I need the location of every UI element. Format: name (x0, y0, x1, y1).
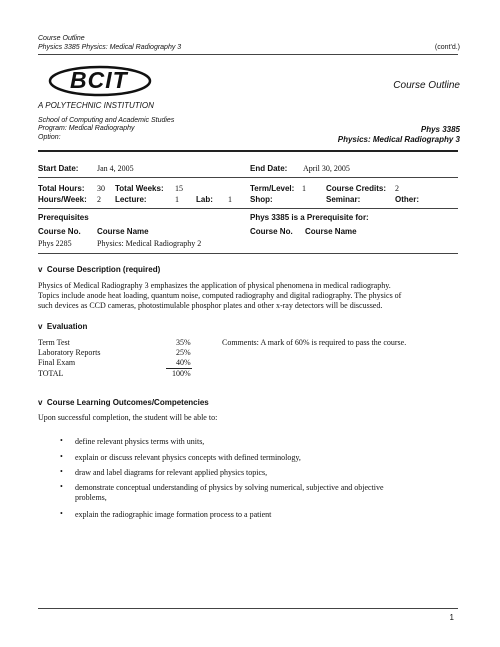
prereq-course-no: Phys 2285 (38, 239, 72, 248)
title-rule (38, 150, 458, 152)
outcome-item: draw and label diagrams for relevant applied physics topics, (75, 468, 268, 477)
chevron-down-icon: v (38, 398, 43, 407)
info-rule-1 (38, 177, 458, 178)
lab-value: 1 (228, 195, 232, 204)
eval-item: Term Test (38, 338, 70, 347)
start-date-label: Start Date: (38, 164, 79, 173)
program-name: Program: Medical Radiography (38, 125, 135, 132)
hours-week-label: Hours/Week: (38, 195, 87, 204)
credits-value: 2 (395, 184, 399, 193)
term-value: 1 (302, 184, 306, 193)
prereq-for-col-name: Course Name (305, 227, 357, 236)
outcome-item-continued: problems, (75, 493, 107, 502)
end-date-value: April 30, 2005 (303, 164, 350, 173)
total-weeks-label: Total Weeks: (115, 184, 164, 193)
header-course-line: Physics 3385 Physics: Medical Radiography 3 (38, 44, 182, 51)
header-cont: (cont'd.) (434, 44, 460, 51)
total-weeks-value: 15 (175, 184, 183, 193)
shop-label: Shop: (250, 195, 273, 204)
lecture-label: Lecture: (115, 195, 147, 204)
page-number: 1 (449, 613, 454, 622)
header-rule (38, 54, 458, 55)
seminar-label: Seminar: (326, 195, 361, 204)
end-date-label: End Date: (250, 164, 288, 173)
footer-rule (38, 608, 458, 609)
eval-item: TOTAL (38, 369, 64, 378)
description-line-2: Topics include anode heat loading, quantum noise, computed radiography and digital radiography. The physics of (38, 291, 402, 300)
outcomes-heading (38, 398, 209, 407)
eval-pct: 40% (176, 358, 191, 367)
outcomes-heading-text: Course Learning Outcomes/Competencies (46, 398, 209, 407)
description-heading (38, 265, 160, 274)
eval-pct: 35% (176, 338, 191, 347)
prereq-col-no: Course No. (38, 227, 81, 236)
bcit-logo (42, 63, 152, 99)
outcome-item: define relevant physics terms with units, (75, 437, 205, 446)
course-title: Physics: Medical Radiography 3 (337, 135, 460, 144)
prereq-title: Prerequisites (38, 213, 89, 222)
option-label: Option: (38, 134, 61, 141)
prereq-for-title: Phys 3385 is a Prerequisite for: (250, 213, 369, 222)
header-course-outline: Course Outline (38, 35, 85, 42)
term-label: Term/Level: (250, 184, 295, 193)
credits-label: Course Credits: (326, 184, 387, 193)
tagline: A POLYTECHNIC INSTITUTION (38, 101, 154, 110)
total-hours-label: Total Hours: (38, 184, 85, 193)
chevron-down-icon: v (38, 322, 43, 331)
eval-item: Final Exam (38, 358, 76, 367)
prereq-rule (38, 253, 458, 254)
doc-type: Course Outline (393, 80, 460, 91)
total-hours-value: 30 (97, 184, 105, 193)
bullet-icon: • (60, 482, 63, 491)
hours-week-value: 2 (97, 195, 101, 204)
description-line-3: such devices as CCD cameras, photostimulable phosphor plates and other x-ray detectors will be discussed. (38, 301, 383, 310)
logo-text: BCIT (70, 67, 128, 93)
description-line-1: Physics of Medical Radiography 3 emphasizes the application of physical phenomena in medical radiography. (38, 281, 391, 290)
prereq-col-name: Course Name (97, 227, 149, 236)
bullet-icon: • (60, 509, 63, 518)
prereq-course-name: Physics: Medical Radiography 2 (97, 239, 202, 248)
prereq-for-col-no: Course No. (250, 227, 293, 236)
eval-pct: 25% (176, 348, 191, 357)
course-code: Phys 3385 (420, 125, 460, 134)
outcome-item: explain or discuss relevant physics concepts with defined terminology, (75, 453, 301, 462)
evaluation-heading-text: Evaluation (46, 322, 88, 331)
chevron-down-icon: v (38, 265, 43, 274)
bullet-icon: • (60, 467, 63, 476)
description-heading-text: Course Description (required) (46, 265, 161, 274)
outcome-item: explain the radiographic image formation process to a patient (75, 510, 272, 519)
info-rule-2 (38, 208, 458, 209)
lecture-value: 1 (175, 195, 179, 204)
lab-label: Lab: (196, 195, 213, 204)
outcomes-intro: Upon successful completion, the student will be able to: (38, 413, 218, 422)
eval-item: Laboratory Reports (38, 348, 101, 357)
eval-pct: 100% (172, 369, 191, 378)
start-date-value: Jan 4, 2005 (97, 164, 134, 173)
eval-comments: Comments: A mark of 60% is required to pass the course. (222, 338, 407, 347)
school-name: School of Computing and Academic Studies (38, 117, 175, 124)
evaluation-heading (38, 322, 87, 331)
bullet-icon: • (60, 436, 63, 445)
other-label: Other: (395, 195, 419, 204)
bullet-icon: • (60, 452, 63, 461)
outcome-item: demonstrate conceptual understanding of physics by solving numerical, subjective and objective (75, 483, 384, 492)
